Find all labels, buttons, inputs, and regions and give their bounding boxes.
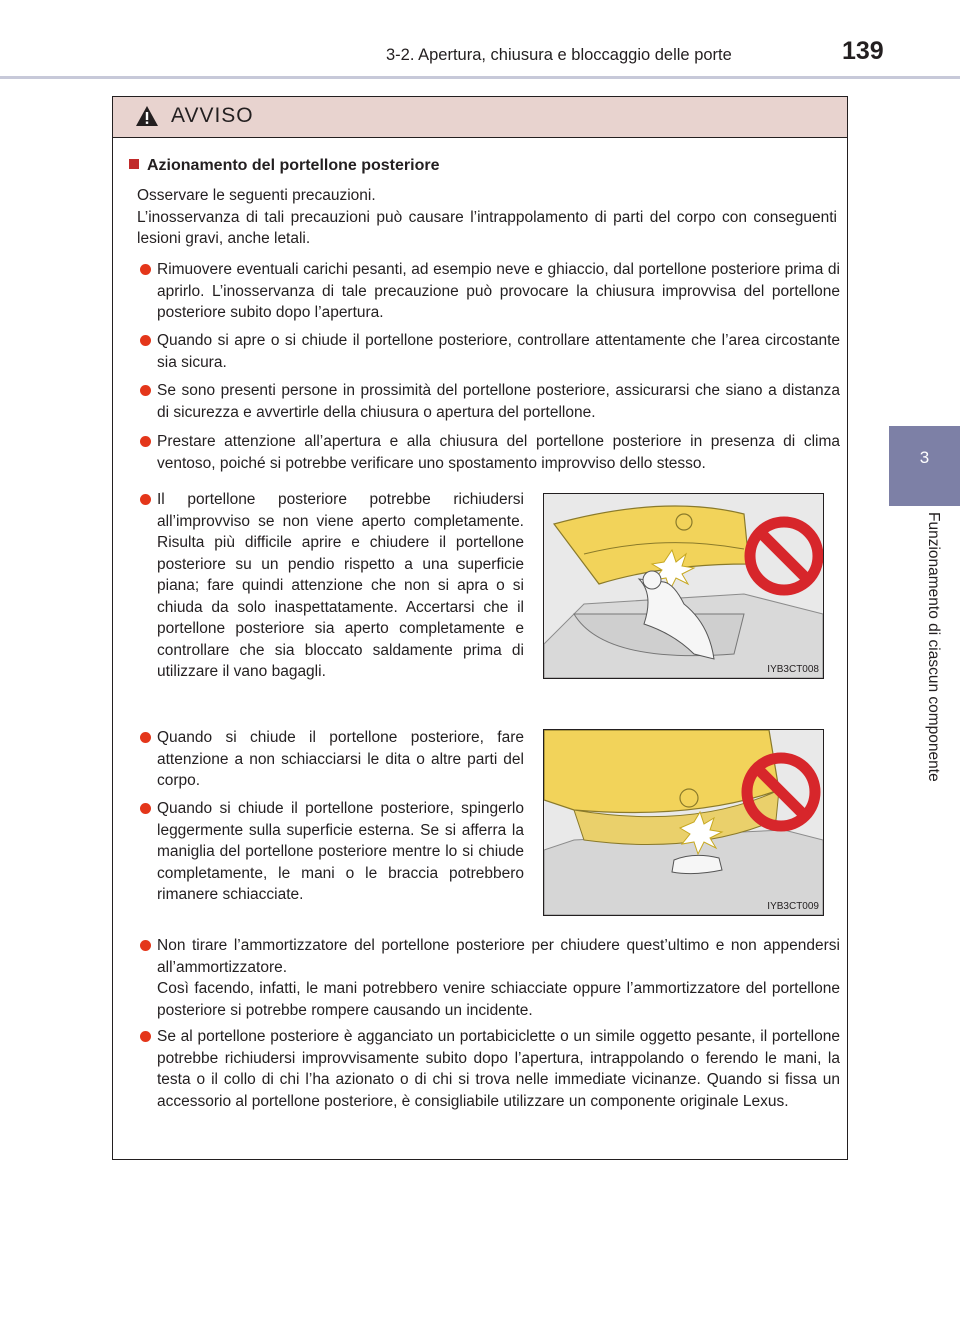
warning-header <box>113 97 847 138</box>
bullet-item <box>157 489 524 683</box>
bullet-text: Quando si chiude il portellone posteriore, fare attenzione a non schiacciarsi le dita o altre parti del corpo. <box>157 729 524 789</box>
bullet-dot-icon <box>140 803 151 814</box>
bullet-item <box>157 431 840 474</box>
bullet-text: Se al portellone posteriore è agganciato un portabiciclette o un simile oggetto pesante, il portellone potrebbe richiudersi improvvisamente subito dopo l’apertura, intrappolando o ferendo le mani, la testa o il collo di chi l’ha azionato o di chi si trova nelle immediate vicinanze. Quando si fissa un accessorio al portellone posteriore, è consigliabile utilizzare un componente originale Lexus. <box>157 1028 840 1110</box>
bullet-item <box>157 330 840 373</box>
warning-title: AVVISO <box>171 104 254 127</box>
intro-line-2: L’inosservanza di tali precauzioni può causare l’intrappolamento di parti del corpo con conseguenti lesioni gravi, anche letali. <box>137 208 837 247</box>
bullet-text: Quando si apre o si chiude il portellone posteriore, controllare attentamente che l’area circostante sia sicura. <box>157 332 840 371</box>
bullet-dot-icon <box>140 940 151 951</box>
tailgate-illustration <box>544 494 823 678</box>
bullet-dot-icon <box>140 732 151 743</box>
bullet-text: Prestare attenzione all’apertura e alla chiusura del portellone posteriore in presenza di clima ventoso, poiché si potrebbe verificare uno spostamento improvviso dello stesso. <box>157 433 840 472</box>
chapter-title-vertical: Funzionamento di ciascun componente <box>925 512 942 782</box>
warning-box <box>112 96 848 1160</box>
intro-line-1: Osservare le seguenti precauzioni. <box>137 187 376 204</box>
figure-code: IYB3CT009 <box>767 901 819 912</box>
bullet-dot-icon <box>140 335 151 346</box>
bullet-dot-icon <box>140 264 151 275</box>
intro-paragraph <box>137 185 837 250</box>
bullet-item <box>157 798 524 906</box>
bullet-text: Quando si chiude il portellone posteriore, spingerlo leggermente sulla superficie esterna. Se si afferra la maniglia del portellone posteriore mentre lo si chiude completamente, le mani o le braccia potrebbero rimanere schiacciate. <box>157 800 524 903</box>
bullet-text: Il portellone posteriore potrebbe richiudersi all’improvviso se non viene aperto completamente. Risulta più difficile aprire e chiudere il portellone posteriore su un pendio rispetto a una superficie piana; fare quindi attenzione che non si apra o si chiuda da solo inaspettatamente. Accertarsi che il portellone posteriore sia aperto completamente e controllare che sia bloccato saldamente prima di utilizzare il vano bagagli. <box>157 491 524 680</box>
illustration-tailgate-closing-on-person <box>543 493 824 679</box>
warning-triangle-icon <box>135 105 159 127</box>
tailgate-hand-illustration <box>544 730 823 915</box>
page-number: 139 <box>842 37 884 65</box>
bullet-item <box>157 935 840 1021</box>
section-header: 3-2. Apertura, chiusura e bloccaggio delle porte <box>386 46 732 64</box>
bullet-dot-icon <box>140 436 151 447</box>
bullet-item <box>157 727 524 792</box>
header-divider <box>0 76 960 79</box>
bullet-dot-icon <box>140 385 151 396</box>
bullet-dot-icon <box>140 1031 151 1042</box>
bullet-text: Rimuovere eventuali carichi pesanti, ad esempio neve e ghiaccio, dal portellone posteriore prima di aprirlo. L’inosservanza di tale precauzione può provocare la chiusura improvvisa del portellone posteriore subito dopo l’apertura. <box>157 261 840 321</box>
chapter-tab: 3 <box>889 426 960 506</box>
square-bullet-icon <box>129 159 139 169</box>
bullet-text: Se sono presenti persone in prossimità del portellone posteriore, assicurarsi che siano a distanza di sicurezza e avvertirle della chiusura o apertura del portellone. <box>157 382 840 421</box>
bullet-item <box>157 1026 840 1112</box>
bullet-dot-icon <box>140 494 151 505</box>
bullet-item <box>157 259 840 324</box>
bullet-item <box>157 380 840 423</box>
figure-code: IYB3CT008 <box>767 664 819 675</box>
illustration-tailgate-crushing-hand <box>543 729 824 916</box>
bullet-text: Non tirare l’ammortizzatore del portellone posteriore per chiudere quest’ultimo e non appendersi all’ammortizzatore. <box>157 937 840 976</box>
bullet-text-continued: Così facendo, infatti, le mani potrebbero venire schiacciate oppure l’ammortizzatore del portellone posteriore si potrebbe rompere causando un incidente. <box>157 980 840 1019</box>
section-heading <box>129 157 439 175</box>
section-heading-text: Azionamento del portellone posteriore <box>147 157 440 174</box>
